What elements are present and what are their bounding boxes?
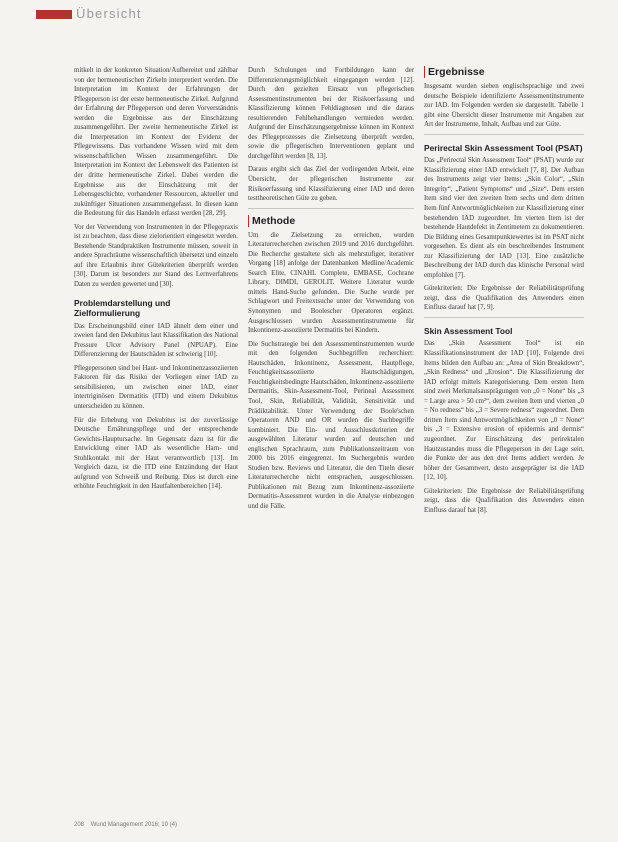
subheading-skin-assessment-tool: Skin Assessment Tool <box>424 325 513 336</box>
column-middle <box>248 66 414 516</box>
column-right <box>424 66 584 519</box>
divider <box>424 134 584 135</box>
paragraph: Für die Erhebung von Dekubitus ist der zuverlässige Deutsche Ernährungspflege und der entsprechende Gewichts-Hauptursache. Im Gegensatz dazu ist für die Entwicklung einer IAD als wesentliche Harn- und Stuhlkontakt mit der Haut verantwortlich [13]. Im Vergleich dazu, ist die ITD eine Entzündung der Haut aufgrund von Schweiß und Reibung. Dies ist durch eine erhöhte Feuchtigkeit in den Hautfaltenbereichen [14]. <box>74 416 238 491</box>
paragraph: Vor der Verwendung von Instrumenten in der Pflegepraxis ist zu beachten, dass diese zielorientiert eingesetzt werden. Bestehende Standpraktiken Instrumente müssen, soweit in andere Sprachräume wissenschaftlich übersetzt und einzeln auf ihre Erlaubnis ihrer Gütekriterien überprüft werden [30]. Darum ist besonders zur Stand des Lernverfahrens Daten zu werden gewertet und [30]. <box>74 223 238 289</box>
column-left <box>74 66 238 496</box>
paragraph: mitkelt in der konkreten Situation/Aufbereitet und zählbar von der hermeneutischen Zirkeln interpretiert werden. Die Interpretation im Kontext der Erfahrungen der Pflegeperson ist der erste hermeneutische Zirkel. Aufgrund der Erfahrung der Pflegeperson und deren Vorverständnis werden die Ergebnisse aus der Einschätzung zusammengeführt. Der zweite hermeneutische Zirkel ist die Interpretation im Kontext der Evidenz der Pflegewissens. Das vorhandene Wissen wird mit dem wissenschaftlichen Wissen zusammengeführt. Die Interpretation im Kontext der Lebenswelt des Patienten ist der dritte hermeneutische Zirkel. Dabei werden die Ergebnisse aus der Einschätzung mit der Lebensgeschichte, vorhandener Ressourcen, aktueller und zukünftiger Situationen zusammengefasst. In diesen kann die Bedeutung für das Handeln erfasst werden [28, 29]. <box>74 67 238 218</box>
paragraph: Das „Perirectal Skin Assessment Tool“ (PSAT) wurde zur Klassifizierung einer IAD entwickelt [7, 8]. Der Aufbau des Instruments zeigt vier Items: „Skin Color“, „Skin Integrity“, „Patient Symptoms“ und „Size“. Dem ersten Item sind vier den zweiten Item sechs und dem dritten Item fünf Antwortmöglichkeiten zur Klassifizierung einer bestehenden IAD zugeordnet. Im vierten Item ist der bestehende Hautdefekt in Zentimetern zu dokumentieren. Die Bildung eines Gesamtpunktewertes ist im PSAT nicht vorgesehen. Es dient als ein beschreibendes Instrument zur Klassifizierung der IAD [13]. Eine zusätzliche Beschreibung der IAD durch das klinische Personal wird empfohlen [7]. <box>424 157 584 279</box>
paragraph: Daraus ergibt sich das Ziel der vorliegenden Arbeit, eine Übersicht, der pflegerischen Instrumente zur Risikoerfassung und Klassifizierung einer IAD und deren testtheoretischen Güte zu geben. <box>248 166 414 203</box>
page-section-title: Übersicht <box>76 6 142 21</box>
section-heading-problem: Problemdarstellung und Zielformulierung <box>74 297 171 319</box>
paragraph: Pflegepersonen sind bei Haut- und Inkontinenzassoziierten Faktoren für das Risiko der Vorliegen einer IAD zu sensibilisieren, um zwischen einer IAD, einer intertriginösen Dermatitis (ITD) und einem Dekubitus unterscheiden zu können. <box>74 364 238 410</box>
page-footer <box>74 822 182 828</box>
journal-name: Wund Management 2016; 10 (4) <box>90 822 177 828</box>
paragraph: Durch Schulungen und Fortbildungen kann der Differenzierungsmöglichkeit eingegangen werden [12]. Durch den gezielten Einsatz von pflegerischen Assessmentinstrumenten bei der Risikoerfassung und Klassifizierung können Fehldiagnosen und die daraus resultierenden Fehlbehandlungen vermieden werden. Aufgrund der Einschätzungsergebnisse können im Kontext des Pflegeprozesses die Zielsetzung überprüft werden, sowie die pflegerischen Interventionen geplant und durchgeführt werden [8, 13]. <box>248 67 414 160</box>
page-number: 208 <box>74 822 85 828</box>
section-heading-ergebnisse: Ergebnisse <box>424 66 584 78</box>
paragraph: Gütekriterien: Die Ergebnisse der Reliabilitätsprüfung zeigt, dass die Qualifikation des Anwenders einen Einfluss darauf hat [7, 9]. <box>424 285 584 312</box>
paragraph: Die Suchstrategie bei den Assessmentinstrumenten wurde mit den folgenden Suchbegriffen recherchiert: Hautschäden, Inkontinenz, Assessment, Hautpflege, Feuchtigkeitsassoziierte Hautschädigungen, Feuchtigkeitsbedingte Hautschäden, Inkontinenz-assoziierte Dermatitis, Skin-Assessment-Tool, Perineal Assessment Tool, Skin, Reliabilität, Validität, Sensitivität und Prädiktabilität. Unter Verwendung der Boole'schen Operatoren AND und OR wurden die Suchbegriffe kombiniert. Die Ein- und Ausschlusskriterien der ausgewählten Literatur wurden auf deutschen und englischen Sprachraum, zum Publikationszeitraum von 2000 bis 2016 eingegrenzt. Im Suchergebnis wurden Studien bzw. Reviews und Literatur, die den Titeln dieser Literaturrecherche nicht entsprachen, ausgeschlossen. Publikationen mit Bezug zum Inkontinenz-assoziierte Dermatitis-Assessment wurden in die Analyse einbezogen und die Fälle. <box>248 340 414 510</box>
subheading-psat: Perirectal Skin Assessment Tool (PSAT) <box>424 142 583 153</box>
paragraph: Das Erscheinungsbild einer IAD ähnelt dem einer und zweien fand den Dekubitus laut Klassifikation des National Pressure Ulcer Advisory Panel (NPUAP). Eine Differenzierung der Hautschäden ist schwierig [10]. <box>74 322 238 359</box>
paragraph: Das „Skin Assessment Tool“ ist ein Klassifikationsinstrument der IAD [10]. Folgende drei Items bilden den Aufbau an: „Area of Skin Breakdown“, „Skin Redness“ und „Erosion“. Die Klassifizierung der IAD erfolgt mittels Kategorisierung. Dem ersten Item sind zwei Merkmalsausprägungen von „0 = None“ bis „3 = Large area > 50 cm²“, dem zweiten Item und vierten „0 = No redness“ bis „3 = Severe redness“ zugeordnet. Dem dritten Item sind Antwortmöglichkeiten von „0 = None“ bis „3 = Extensive erosion of epidermis and dermis“ zugeordnet. Zur Einschätzung des perirektalen Hautzustandes muss die Pflegeperson in der Lage sein, die Punkte der aus den drei Items addiert werden. Je höher der Gesamtwert, desto ausgeprägter ist die IAD [12, 10]. <box>424 340 584 482</box>
section-heading-methode: Methode <box>248 215 414 227</box>
divider <box>248 208 414 209</box>
divider <box>424 317 584 318</box>
paragraph: Insgesamt wurden sieben englischsprachige und zwei deutsche Beispiele identifizierte Assessmentinstrumente zur IAD. Im Folgenden werden sie dargestellt. Tabelle 1 gibt eine Übersicht dieser Instrumente mit Angaben zur Art der Instrumente, Inhalt, Aufbau und zur Güte. <box>424 83 584 129</box>
paragraph: Um die Zielsetzung zu erreichen, wurden Literaturrecherchen zwischen 2019 und 2016 durchgeführt. Die Recherche gestaltete sich als mehrstufiger, iterativer Vorgang [18] anfolge der Datenbanken Medline/Academic Search Elite, CINAHL Complete, EMBASE, Cochrane Library, DIMDI, GEROLIT. Weitere Literatur wurde mittels Hand-Suche gefunden. Die Suche wurde per Schlagwort und Freitextsuche unter der Verwendung von Synonymen und Boolescher Operatoren ergänzt. Ausgeschlossen wurden Assessmentinstrumente für Inkontinenz-assoziierte Dermatitis bei Kindern. <box>248 231 414 335</box>
header-accent-bar <box>36 10 72 19</box>
paragraph: Gütekriterien: Die Ergebnisse der Reliabilitätsprüfung zeigt, dass die Qualifikation des Anwenders einen Einfluss darauf hat [8]. <box>424 487 584 514</box>
